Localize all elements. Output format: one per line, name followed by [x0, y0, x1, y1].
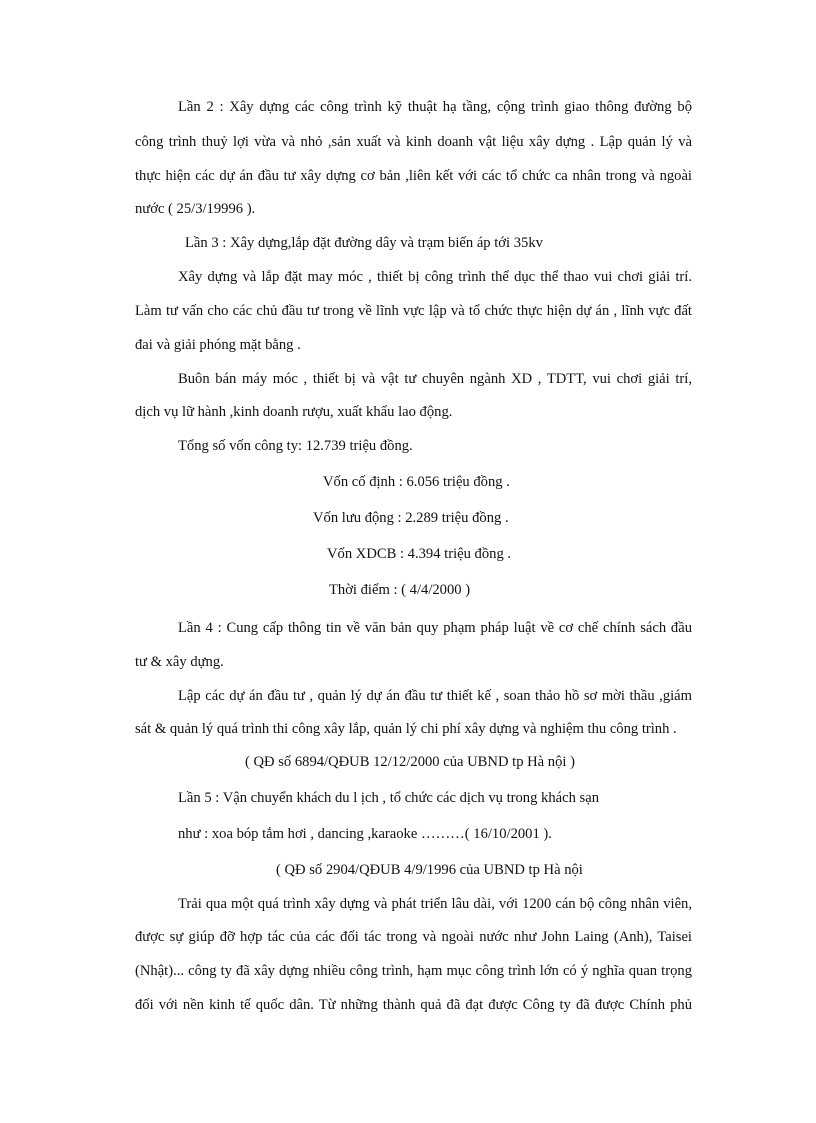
- lap-line-2: sát & quản lý quá trình thi công xây lắp, quản lý chi phí xây dựng và nghiệm thu công trình .: [135, 721, 677, 737]
- lan2-line-4: nước ( 25/3/19996 ).: [135, 201, 256, 217]
- lan5-line-2: như : xoa bóp tắm hơi , dancing ,karaoke ………( 16/10/2001 ).: [178, 826, 552, 842]
- traiqua-line-3: (Nhật)... công ty đã xây dựng nhiều công trình, hạm mục công trình lớn có ý nghĩa quan trọng: [135, 963, 692, 979]
- lan2-line-1: Lần 2 : Xây dựng các công trình kỹ thuật hạ tầng, cộng trình giao thông đường bộ: [178, 99, 692, 115]
- xaydung-line-2: Làm tư vấn cho các chủ đầu tư trong về lĩnh vực lập và tổ chức thực hiện dự án , lĩnh vực đất: [135, 303, 692, 319]
- lap-line-1: Lập các dự án đầu tư , quản lý dự án đầu tư thiết kế , soan thảo hồ sơ mời thầu ,giám: [178, 688, 692, 704]
- capital-xdcb: Vốn XDCB : 4.394 triệu đồng .: [327, 546, 512, 562]
- lan2-line-3: thực hiện các dự án đầu tư xây dựng cơ bản ,liên kết với các tổ chức ca nhân trong và ngoài: [135, 168, 692, 184]
- buonban-line-1: Buôn bán máy móc , thiết bị và vật tư chuyên ngành XD , TDTT, vui chơi giải trí,: [178, 371, 692, 387]
- capital-time: Thời điểm : ( 4/4/2000 ): [329, 582, 471, 598]
- lan3-line-1: Lần 3 : Xây dựng,lắp đặt đường dây và trạm biến áp tới 35kv: [185, 235, 543, 251]
- lan5-line-1: Lần 5 : Vận chuyển khách du l ịch , tổ chức các dịch vụ trong khách sạn: [178, 790, 599, 806]
- capital-working: Vốn lưu động : 2.289 triệu đồng .: [313, 510, 509, 526]
- lan2-line-2: công trình thuỷ lợi vừa và nhỏ ,sản xuất và kinh doanh vật liệu xây dựng . Lập quản lý và: [135, 134, 692, 150]
- lan4-line-1: Lần 4 : Cung cấp thông tin về văn bản quy phạm pháp luật về cơ chế chính sách đầu: [178, 620, 692, 636]
- decision-2904: ( QĐ số 2904/QĐUB 4/9/1996 của UBND tp Hà nội: [276, 862, 583, 878]
- traiqua-line-2: được sự giúp đỡ hợp tác của các đối tác trong và ngoài nước như John Laing (Anh), Taisei: [135, 929, 692, 945]
- capital-fixed: Vốn cố định : 6.056 triệu đồng .: [323, 474, 510, 490]
- xaydung-line-3: đai và giải phóng mặt bằng .: [135, 337, 301, 353]
- xaydung-line-1: Xây dựng và lắp đặt may móc , thiết bị công trình thể dục thể thao vui chơi giải trí.: [178, 269, 692, 285]
- traiqua-line-1: Trải qua một quá trình xây dựng và phát triển lâu dài, với 1200 cán bộ công nhân viên,: [178, 896, 692, 912]
- decision-6894: ( QĐ số 6894/QĐUB 12/12/2000 của UBND tp Hà nội ): [245, 754, 575, 770]
- lan4-line-2: tư & xây dựng.: [135, 654, 224, 670]
- buonban-line-2: dịch vụ lữ hành ,kinh doanh rượu, xuất khẩu lao động.: [135, 404, 453, 420]
- capital-total: Tổng số vốn công ty: 12.739 triệu đồng.: [178, 438, 413, 454]
- traiqua-line-4: đối với nền kinh tế quốc dân. Từ những thành quả đã đạt được Công ty đã được Chính phủ: [135, 997, 692, 1013]
